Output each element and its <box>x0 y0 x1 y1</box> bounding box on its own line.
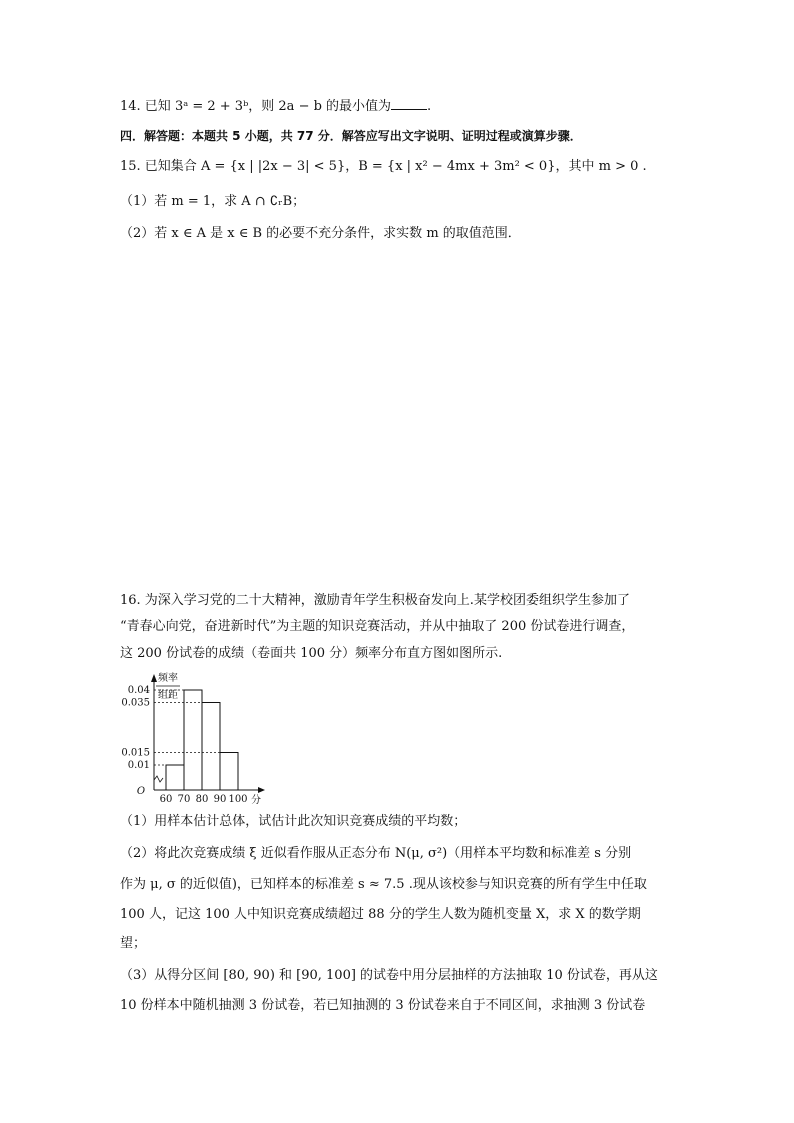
question-14-end: . <box>427 99 432 114</box>
histogram-bar <box>166 765 184 790</box>
y-tick-label: 0.04 <box>127 685 150 696</box>
question-16-part2-line4: 望； <box>120 936 147 951</box>
question-16-part2-line2: 作为 μ, σ 的近似值)，已知样本的标准差 s ≈ 7.5 .现从该校参与知识竞赛的所有学生中任取 <box>120 877 647 892</box>
x-tick-label: 90 <box>213 794 227 805</box>
histogram-bar <box>202 703 220 791</box>
question-16-line3: 这 200 份试卷的成绩（卷面共 100 分）频率分布直方图如图所示. <box>120 646 503 661</box>
question-16-part3-line1: （3）从得分区间 [80, 90) 和 [90, 100] 的试卷中用分层抽样的方法抽取 10 份试卷，再从这 <box>120 968 658 983</box>
frequency-histogram <box>121 670 272 806</box>
question-14 <box>120 97 431 116</box>
origin-label: O <box>136 786 146 797</box>
question-15-part1: （1）若 m = 1，求 A ∩ ∁ᵣB； <box>120 194 306 209</box>
question-16-line1: 16. 为深入学习党的二十大精神，激励青年学生积极奋发向上.某学校团委组织学生参加了 <box>120 593 630 608</box>
y-tick-label: 0.035 <box>121 697 150 709</box>
question-15-part2: （2）若 x ∈ A 是 x ∈ B 的必要不充分条件，求实数 m 的取值范围． <box>120 226 521 241</box>
histogram-bar <box>184 690 202 790</box>
section-heading: 四．解答题：本题共 5 小题，共 77 分．解答应写出文字说明、证明过程或演算步骤． <box>120 129 582 143</box>
histogram-bar <box>220 753 238 791</box>
x-tick-label: 60 <box>159 794 173 805</box>
y-tick-label: 0.01 <box>127 760 150 771</box>
ylabel-bottom: 组距 <box>158 690 178 701</box>
y-axis-arrow <box>151 674 157 682</box>
question-16-part1: （1）用样本估计总体，试估计此次知识竞赛成绩的平均数； <box>120 814 467 829</box>
y-tick-label: 0.015 <box>121 747 150 759</box>
x-tick-label: 70 <box>177 794 191 805</box>
question-16-part2-line1: （2）将此次竞赛成绩 ξ 近似看作服从正态分布 N(μ, σ²)（用样本平均数和标准差 s 分别 <box>120 846 632 861</box>
question-16-part3-line2: 10 份样本中随机抽测 3 份试卷，若已知抽测的 3 份试卷来自于不同区间，求抽测 3 份试卷 <box>120 998 646 1013</box>
x-tick-label: 80 <box>195 794 209 805</box>
answer-blank <box>391 97 427 110</box>
x-tick-label: 100 <box>228 794 248 805</box>
question-15-stem: 15. 已知集合 A = {x | |2x − 3| < 5}，B = {x | x² − 4mx + 3m² < 0}，其中 m > 0 . <box>120 159 647 174</box>
ylabel-top: 频率 <box>158 673 178 684</box>
axis-break-mark <box>154 776 163 782</box>
question-16-part2-line3: 100 人，记这 100 人中知识竞赛成绩超过 88 分的学生人数为随机变量 X，求 X 的数学期 <box>120 907 641 922</box>
question-14-text: 14. 已知 3ᵃ = 2 + 3ᵇ，则 2a − b 的最小值为 <box>120 99 392 114</box>
x-axis-arrow <box>258 787 265 793</box>
question-16-line2: “青春心向党，奋进新时代”为主题的知识竞赛活动，并从中抽取了 200 份试卷进行调查， <box>120 619 635 634</box>
xlabel: 分 <box>251 795 261 806</box>
